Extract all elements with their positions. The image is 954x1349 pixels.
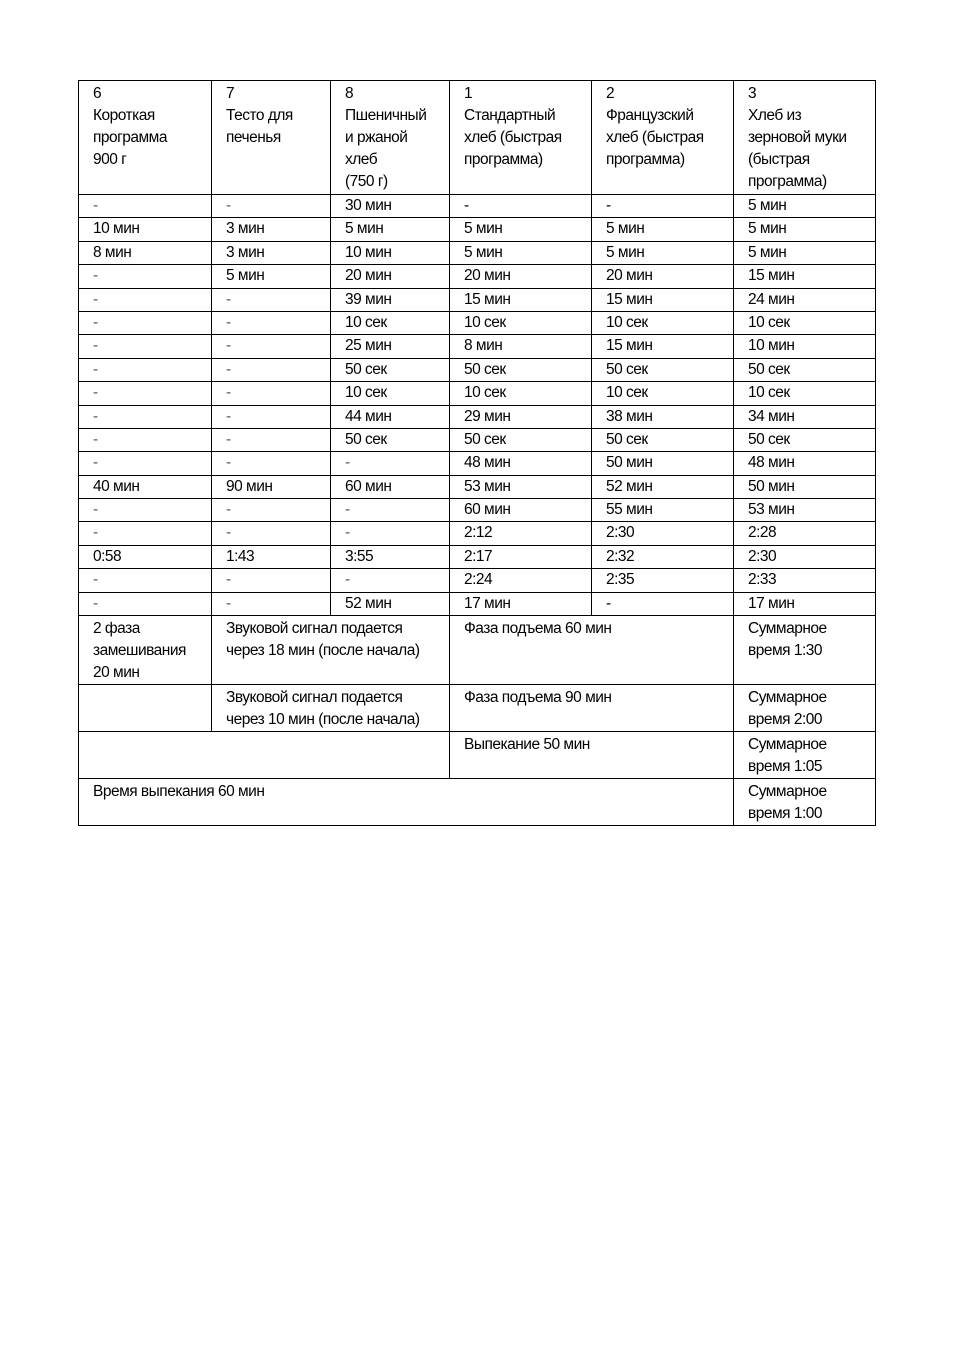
table-cell: - [79,428,212,451]
table-cell: 25 мин [331,335,450,358]
table-cell: 50 сек [331,428,450,451]
table-cell: - [79,522,212,545]
table-cell: 50 мин [592,452,734,475]
table-cell: 17 мин [450,592,592,615]
table-cell: 0:58 [79,545,212,568]
cell-text-line: и ржаной [345,129,408,146]
table-cell: - [79,452,212,475]
table-cell: 3 мин [212,218,331,241]
table-cell: 8 мин [450,335,592,358]
table-cell: 48 мин [734,452,876,475]
footer-note-kneading [79,616,212,685]
cell-text-line: Короткая [93,107,155,124]
table-cell: 5 мин [734,195,876,218]
cell-text-line: Фаза подъема 60 мин [464,620,612,638]
cell-text-line: Суммарное [748,689,827,707]
table-row [79,522,876,545]
footer-note-total [734,685,876,732]
table-cell: 48 мин [450,452,592,475]
cell-text-line: Время выпекания 60 мин [93,783,265,801]
table-cell: 10 сек [331,311,450,334]
cell-text-line: через 10 мин (после начала) [226,711,420,729]
cell-text-line: время 1:05 [748,758,822,776]
table-row [79,569,876,592]
cell-text-line: 8 [345,85,354,102]
table-row [79,382,876,405]
footer-row-1 [79,616,876,685]
table-cell: - [592,195,734,218]
table-cell: 60 мин [450,499,592,522]
table-cell: 1:43 [212,545,331,568]
cell-text-line: время 1:00 [748,805,822,823]
cell-text-line: Фаза подъема 90 мин [464,689,612,707]
cell-text-line: Звуковой сигнал подается [226,620,403,638]
table-cell: 29 мин [450,405,592,428]
table-cell: 2:33 [734,569,876,592]
cell-text-line: программа [93,129,167,146]
footer-note-baking-time [79,779,734,826]
cell-text-line: 3 [748,85,757,102]
table-cell: 5 мин [450,218,592,241]
table-row [79,265,876,288]
footer-note-rise [450,685,734,732]
table-cell: 60 мин [331,475,450,498]
cell-text-line: Суммарное [748,620,827,638]
footer-note-total [734,779,876,826]
table-cell: 2:32 [592,545,734,568]
table-cell: - [212,382,331,405]
table-cell: - [79,311,212,334]
table-cell: - [331,569,450,592]
table-cell: 10 сек [450,382,592,405]
table-cell: - [212,288,331,311]
cell-text-line: 20 мин [93,664,140,682]
table-cell: - [212,335,331,358]
cell-text-line: (750 г) [345,173,388,190]
table-cell: 15 мин [592,288,734,311]
table-row [79,475,876,498]
cell-text-line: через 18 мин (после начала) [226,642,420,660]
table-cell: 5 мин [212,265,331,288]
table-cell: 10 сек [734,311,876,334]
table-cell: 30 мин [331,195,450,218]
table-cell: - [450,195,592,218]
table-cell: 17 мин [734,592,876,615]
table-cell: - [79,195,212,218]
cell-text-line: время 2:00 [748,711,822,729]
cell-text-line: Стандартный [464,107,556,124]
table-cell: - [212,358,331,381]
table-cell: - [79,358,212,381]
table-cell: 5 мин [331,218,450,241]
cell-text-line: (быстрая [748,151,810,168]
cell-text-line: 1 [464,85,473,102]
table-cell: - [79,499,212,522]
footer-note-total [734,616,876,685]
header-cell-program-1 [79,81,212,195]
table-row [79,428,876,451]
table-row [79,499,876,522]
table-cell: - [79,288,212,311]
table-cell: 50 сек [734,428,876,451]
cell-text-line: время 1:30 [748,642,822,660]
cell-text-line: 900 г [93,151,127,168]
footer-row-4 [79,779,876,826]
table-cell: 34 мин [734,405,876,428]
footer-note-rise [450,616,734,685]
cell-text-line: зерновой муки [748,129,847,146]
cell-text-line: Тесто для [226,107,293,124]
table-cell: - [79,405,212,428]
table-cell: - [212,499,331,522]
table-row [79,592,876,615]
cell-text-line: печенья [226,129,281,146]
cell-text-line: программа) [748,173,827,190]
table-cell: 10 сек [592,311,734,334]
cell-text-line: 2 фаза [93,620,140,638]
table-cell: 5 мин [592,241,734,264]
table-cell: 50 сек [592,428,734,451]
table-row [79,195,876,218]
cell-text-line: Французский [606,107,694,124]
cell-text-line: замешивания [93,642,186,660]
table-row [79,358,876,381]
table-cell: 2:30 [734,545,876,568]
table-cell: 24 мин [734,288,876,311]
table-cell: 20 мин [331,265,450,288]
table-row [79,335,876,358]
table-cell: - [79,569,212,592]
table-cell: - [212,405,331,428]
table-cell: 2:24 [450,569,592,592]
table-cell: 8 мин [79,241,212,264]
table-cell: 10 сек [331,382,450,405]
footer-note-baking [450,732,734,779]
table-row [79,452,876,475]
table-cell: 15 мин [592,335,734,358]
cell-text-line: Суммарное [748,736,827,754]
cell-text-line: 2 [606,85,615,102]
table-cell: 39 мин [331,288,450,311]
cell-text-line: хлеб [345,151,378,168]
table-cell: 5 мин [592,218,734,241]
table-cell: - [331,522,450,545]
table-row [79,241,876,264]
table-cell: 2:12 [450,522,592,545]
table-cell: 44 мин [331,405,450,428]
table-cell: - [212,195,331,218]
table-cell: 10 мин [79,218,212,241]
table-cell: 40 мин [79,475,212,498]
footer-row-2 [79,685,876,732]
table-cell: 5 мин [450,241,592,264]
table-cell: 50 сек [592,358,734,381]
header-cell-program-3 [331,81,450,195]
cell-text-line: программа) [464,151,543,168]
table-cell: 50 сек [331,358,450,381]
table-cell: 10 сек [734,382,876,405]
table-cell: 90 мин [212,475,331,498]
table-cell: - [212,569,331,592]
cell-text-line: Звуковой сигнал подается [226,689,403,707]
table-row [79,311,876,334]
table-row [79,218,876,241]
table-cell: - [331,499,450,522]
table-cell: - [592,592,734,615]
table-cell: 2:28 [734,522,876,545]
table-cell: 10 мин [331,241,450,264]
cell-text-line: Суммарное [748,783,827,801]
cell-text-line: хлеб (быстрая [606,129,704,146]
table-cell: 15 мин [734,265,876,288]
table-cell: - [212,522,331,545]
table-cell: 3 мин [212,241,331,264]
table-cell: - [331,452,450,475]
footer-empty-cell [79,732,450,779]
cell-text-line: 7 [226,85,235,102]
table-cell: 10 сек [592,382,734,405]
header-cell-program-5 [592,81,734,195]
table-cell: 3:55 [331,545,450,568]
table-cell: - [79,335,212,358]
table-cell: 52 мин [331,592,450,615]
table-cell: 38 мин [592,405,734,428]
cell-text-line: Выпекание 50 мин [464,736,590,754]
footer-row-3 [79,732,876,779]
cell-text-line: хлеб (быстрая [464,129,562,146]
program-table [78,80,876,826]
table-cell: 5 мин [734,218,876,241]
cell-text-line: программа) [606,151,685,168]
table-cell: 50 сек [450,358,592,381]
table-cell: 2:17 [450,545,592,568]
table-cell: 2:35 [592,569,734,592]
table-cell: 55 мин [592,499,734,522]
header-cell-program-2 [212,81,331,195]
table-cell: 5 мин [734,241,876,264]
table-cell: 53 мин [734,499,876,522]
table-cell: 10 мин [734,335,876,358]
header-cell-program-6 [734,81,876,195]
header-cell-program-4 [450,81,592,195]
table-row [79,545,876,568]
footer-empty-cell [79,685,212,732]
footer-note-signal [212,616,450,685]
table-cell: - [212,592,331,615]
table-cell: - [79,592,212,615]
table-cell: 52 мин [592,475,734,498]
table-cell: 20 мин [450,265,592,288]
cell-text-line: Пшеничный [345,107,427,124]
table-cell: 20 мин [592,265,734,288]
table-cell: - [212,452,331,475]
table-cell: 50 сек [734,358,876,381]
header-row [79,81,876,195]
table-cell: - [79,265,212,288]
table-cell: 50 сек [450,428,592,451]
table-cell: - [212,428,331,451]
table-row [79,405,876,428]
table-cell: - [212,311,331,334]
table-cell: 2:30 [592,522,734,545]
table-cell: - [79,382,212,405]
table-row [79,288,876,311]
program-table-body [79,81,876,826]
footer-note-total [734,732,876,779]
cell-text-line: Хлеб из [748,107,802,124]
table-cell: 15 мин [450,288,592,311]
table-cell: 53 мин [450,475,592,498]
table-cell: 50 мин [734,475,876,498]
footer-note-signal [212,685,450,732]
cell-text-line: 6 [93,85,102,102]
table-cell: 10 сек [450,311,592,334]
